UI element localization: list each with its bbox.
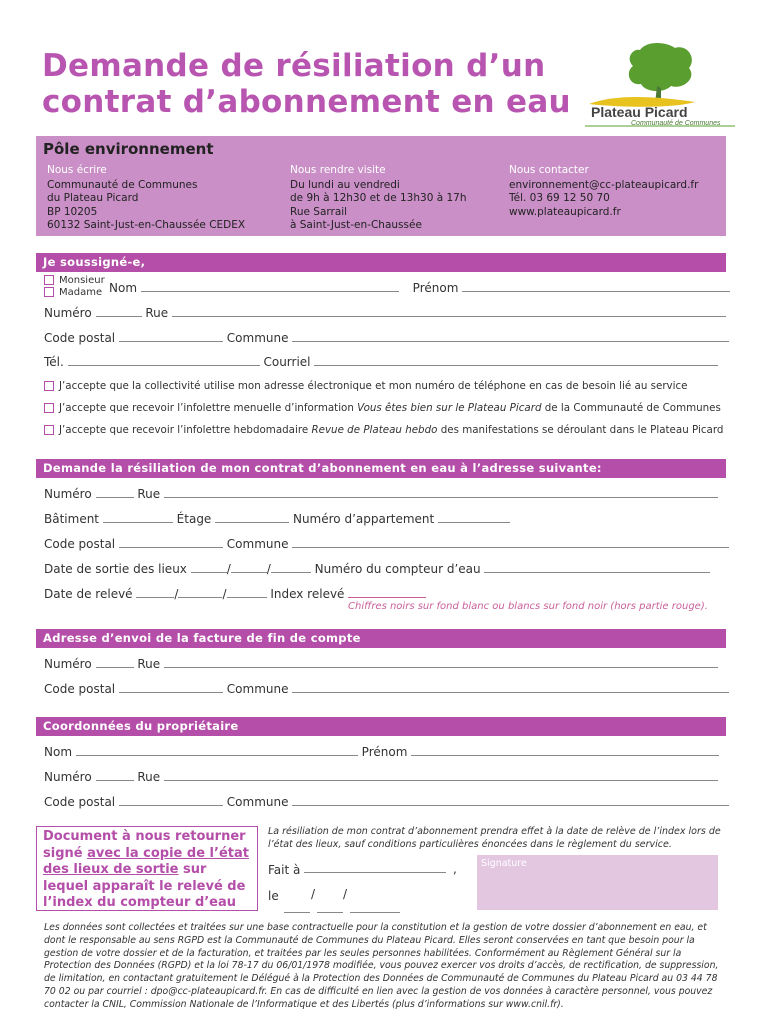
section-bar-proprietaire: Coordonnées du propriétaire [36,717,726,736]
tel-field[interactable] [68,356,260,366]
page-title [42,48,571,120]
pole-title: Pôle environnement [43,140,214,158]
commune-label: Commune [226,682,289,696]
index-hint: Chiffres noirs sur fond blanc ou blancs sur fond noir (hors partie rouge). [348,601,708,612]
commune-field[interactable] [292,538,729,548]
return-text: Document à nous retourner signé [43,829,246,861]
nom-label: Nom [44,745,73,759]
newsletter-name: Revue de Plateau hebdo [311,424,438,436]
signature-label: Signature [481,858,527,869]
phone-row [44,355,726,369]
date-sep: / [311,887,316,901]
releve-month-field[interactable] [178,588,222,598]
accept-service[interactable] [44,380,726,392]
name-row [109,281,726,295]
checkbox[interactable] [44,287,54,297]
return-instructions-box [36,826,258,911]
checkbox[interactable] [44,425,54,435]
contact-col-write [47,164,245,233]
accept-monthly[interactable] [44,402,726,414]
logo-name: Plateau Picard [591,104,688,120]
col-heading: Nous rendre visite [290,164,386,176]
numero-label: Numéro [44,306,92,320]
date-month-field[interactable] [231,563,267,573]
col-line: du Plateau Picard [47,192,139,204]
signature-box[interactable] [477,855,718,910]
effect-notice: La résiliation de mon contrat d’abonnement prendra effet à la date de relève de l’index lors de l’état des lieux, sauf conditions particulières énoncées dans le règlement du service. [268,826,721,850]
contact-col-contact [509,164,698,219]
rue-field[interactable] [164,658,718,668]
numero-field[interactable] [96,771,134,781]
s2-date-sortie-row: Date de sortie des lieux / / Numéro du compteur d’eau [44,562,726,576]
code-postal-label: Code postal [44,795,116,809]
title-line-1: Demande de résiliation d’un [42,48,546,84]
rue-field[interactable] [164,488,718,498]
num-compteur-field[interactable] [484,563,710,573]
num-appart-label: Numéro d’appartement [292,512,435,526]
accept-label: J’accepte que recevoir l’infolettre menuelle d’information [59,402,358,414]
pole-environnement-band [36,136,726,236]
accept-label: J’accepte que recevoir l’infolettre hebdomadaire [59,424,312,436]
rue-field[interactable] [172,307,726,317]
rgpd-footer: Les données sont collectées et traitées sur une base contractuelle pour la constitution et la gestion de votre dossier d’abonnement en eau, et dont le responsable au sens RGPD est la Communauté de Communes du Plateau Picard. Elles seront conservées en tant que besoin pour la gestion de votre dossier et de la facturation, et traitées par les seules personnes habilitées. Conformément au Règlement Général sur la Protection des Données (RGPD) et la loi 78-17 du 06/01/1978 modifiée, vous pouvez exercer vos droits d’accès, de rectification, de suppression, de limitation, en contactant gratuitement le Délégué à la Protection des Données de Communauté de Communes du Plateau Picard au 03 44 78 70 02 ou par courriel : dpo@cc-plateaupicard.fr. En cas de difficulté en lien avec la gestion de vos données à caractère personnel, vous pouvez contacter la CNIL, Commission Nationale de l’Informatique et des Libertés (plus d’informations sur www.cnil.fr). [44,922,719,1010]
s2-address-row [44,487,726,501]
sign-day-field[interactable] [284,912,310,913]
numero-field[interactable] [96,307,142,317]
plateau-picard-logo [585,38,735,133]
commune-label: Commune [226,537,289,551]
code-postal-field[interactable] [119,796,223,806]
date-day-field[interactable] [191,563,227,573]
numero-label: Numéro [44,657,92,671]
commune-field[interactable] [292,796,729,806]
batiment-label: Bâtiment [44,512,100,526]
col-line: à Saint-Just-en-Chaussée [290,219,422,231]
s3-address-row [44,657,726,671]
prenom-field[interactable] [411,746,719,756]
accept-label: J’accepte que la collectivité utilise mon adresse électronique et mon numéro de téléphone en cas de besoin lié au service [59,380,688,392]
col-line: 60132 Saint-Just-en-Chaussée CEDEX [47,219,246,231]
postal-row [44,331,726,345]
courriel-label: Courriel [263,355,311,369]
civility-label: Monsieur [59,275,105,286]
col-heading: Nous écrire [47,164,107,176]
numero-field[interactable] [96,488,134,498]
col-heading: Nous contacter [509,164,589,176]
nom-field[interactable] [141,282,399,292]
code-postal-field[interactable] [119,538,223,548]
rue-label: Rue [137,770,161,784]
s2-postal-row [44,537,726,551]
num-compteur-label: Numéro du compteur d’eau [314,562,481,576]
num-appart-field[interactable] [438,513,510,523]
fait-a-label: Fait à [268,863,301,877]
date-releve-label: Date de relevé [44,587,133,601]
releve-year-field[interactable] [227,588,267,598]
col-line: Tél. 03 69 12 50 70 [509,192,610,204]
sign-year-field[interactable] [350,912,400,913]
section-bar-resiliation: Demande la résiliation de mon contrat d’abonnement en eau à l’adresse suivante: [36,459,726,478]
s2-releve-row: Date de relevé / / Index relevé [44,587,726,601]
s2-building-row [44,512,726,526]
numero-label: Numéro [44,770,92,784]
col-line: BP 10205 [47,205,98,218]
date-year-field[interactable] [271,563,311,573]
tel-label: Tél. [44,355,64,369]
logo-subtitle: Communauté de Communes [631,120,721,127]
index-releve-field[interactable] [348,588,426,598]
etage-field[interactable] [215,513,289,523]
checkbox[interactable] [44,381,54,391]
index-releve-label: Index relevé [270,587,345,601]
rue-label: Rue [145,306,169,320]
return-text: sur lequel apparaît le relevé de l’index du compteur d’eau [43,862,246,910]
s4-address-row [44,770,726,784]
date-sortie-label: Date de sortie des lieux [44,562,187,576]
courriel-field[interactable] [314,356,718,366]
accept-weekly[interactable] [44,424,726,436]
nom-field[interactable] [76,746,358,756]
releve-day-field[interactable] [136,588,174,598]
section-bar-soussigne: Je soussigné-e, [36,253,726,272]
rue-label: Rue [137,657,161,671]
accept-label: de la Communauté de Communes [541,402,721,414]
sign-month-field[interactable] [317,912,343,913]
commune-field[interactable] [292,683,729,693]
numero-label: Numéro [44,487,92,501]
s4-postal-row [44,795,726,809]
address-row [44,306,726,320]
nom-label: Nom [109,281,138,295]
col-line: Rue Sarrail [290,205,348,218]
code-postal-label: Code postal [44,331,116,345]
contact-col-visit [290,164,467,233]
prenom-label: Prénom [361,745,408,759]
prenom-label: Prénom [412,281,459,295]
col-line: Communauté de Communes [47,178,198,191]
commune-field[interactable] [292,332,729,342]
civility-label: Madame [59,287,103,298]
date-sep: / [343,887,348,901]
checkbox[interactable] [44,275,54,285]
fait-a-field[interactable] [304,872,446,873]
col-line: de 9h à 12h30 et de 13h30 à 17h [290,192,467,204]
s3-postal-row [44,682,726,696]
section-bar-facture: Adresse d’envoi de la facture de fin de compte [36,629,726,648]
numero-field[interactable] [96,658,134,668]
title-line-2: contrat d’abonnement en eau [42,84,571,120]
website-link[interactable]: www.plateaupicard.fr [509,205,621,218]
le-label: le [268,889,279,903]
etage-label: Étage [176,512,212,526]
col-line: Du lundi au vendredi [290,178,400,191]
code-postal-field[interactable] [119,683,223,693]
code-postal-label: Code postal [44,682,116,696]
s4-name-row [44,745,726,759]
prenom-field[interactable] [462,282,730,292]
comma: , [453,862,457,876]
return-text-underlined: avec la copie de l’état des lieux de sortie [43,845,249,877]
commune-label: Commune [226,331,289,345]
code-postal-field[interactable] [119,332,223,342]
rue-field[interactable] [164,771,718,781]
contact-email-link[interactable]: environnement@cc-plateaupicard.fr [509,178,699,191]
newsletter-name: Vous êtes bien sur le Plateau Picard [357,402,542,414]
checkbox[interactable] [44,403,54,413]
rue-label: Rue [137,487,161,501]
batiment-field[interactable] [103,513,173,523]
accept-label: des manifestations se déroulant dans le Plateau Picard [437,424,724,436]
commune-label: Commune [226,795,289,809]
code-postal-label: Code postal [44,537,116,551]
